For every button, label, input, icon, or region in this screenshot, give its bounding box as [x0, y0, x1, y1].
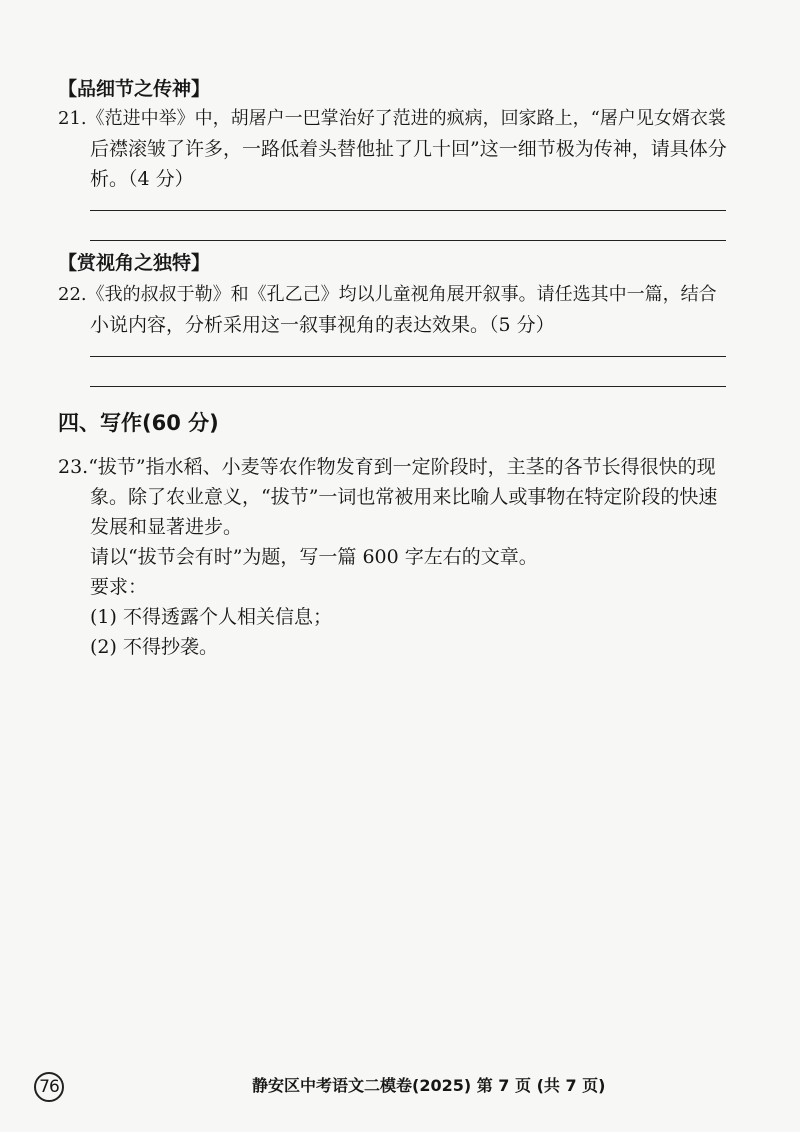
- q23-requirement-2: (2) 不得抄袭。: [90, 636, 218, 658]
- q22-line-2: 小说内容，分析采用这一叙事视角的表达效果。（5 分）: [90, 314, 555, 336]
- page-footer: [0, 1072, 800, 1100]
- q23-prompt: 请以“拔节会有时”为题，写一篇 600 字左右的文章。: [90, 546, 538, 568]
- q22-answer-line-1: [90, 356, 726, 357]
- q23-requirements-label: 要求：: [90, 576, 148, 598]
- page-number-badge: 76: [34, 1072, 64, 1102]
- footer-text: 静安区中考语文二模卷(2025) 第 7 页 (共 7 页): [252, 1076, 606, 1095]
- q22-answer-line-2: [90, 386, 726, 387]
- q23-line-3: 发展和显著进步。: [90, 516, 243, 538]
- q23-line-1: 23.“拔节”指水稻、小麦等农作物发育到一定阶段时，主茎的各节长得很快的现: [58, 456, 716, 478]
- q22-line-1: 22.《我的叔叔于勒》和《孔乙己》均以儿童视角展开叙事。请任选其中一篇，结合: [58, 284, 717, 305]
- section-title: 四、写作(60 分): [58, 411, 219, 435]
- q23-requirement-1: (1) 不得透露个人相关信息；: [90, 606, 332, 628]
- q21-answer-line-1: [90, 210, 726, 211]
- q21-heading: 【品细节之传神】: [58, 78, 211, 100]
- q21-line-1: 21.《范进中举》中，胡屠户一巴掌治好了范进的疯病，回家路上，“屠户见女婿衣裳: [58, 108, 726, 129]
- q21-line-2: 后襟滚皱了许多，一路低着头替他扯了几十回”这一细节极为传神，请具体分: [90, 138, 727, 160]
- q23-line-2: 象。除了农业意义，“拔节”一词也常被用来比喻人或事物在特定阶段的快速: [90, 486, 718, 508]
- q21-answer-line-2: [90, 240, 726, 241]
- q21-line-3: 析。（4 分）: [90, 168, 194, 190]
- q22-heading: 【赏视角之独特】: [58, 252, 211, 274]
